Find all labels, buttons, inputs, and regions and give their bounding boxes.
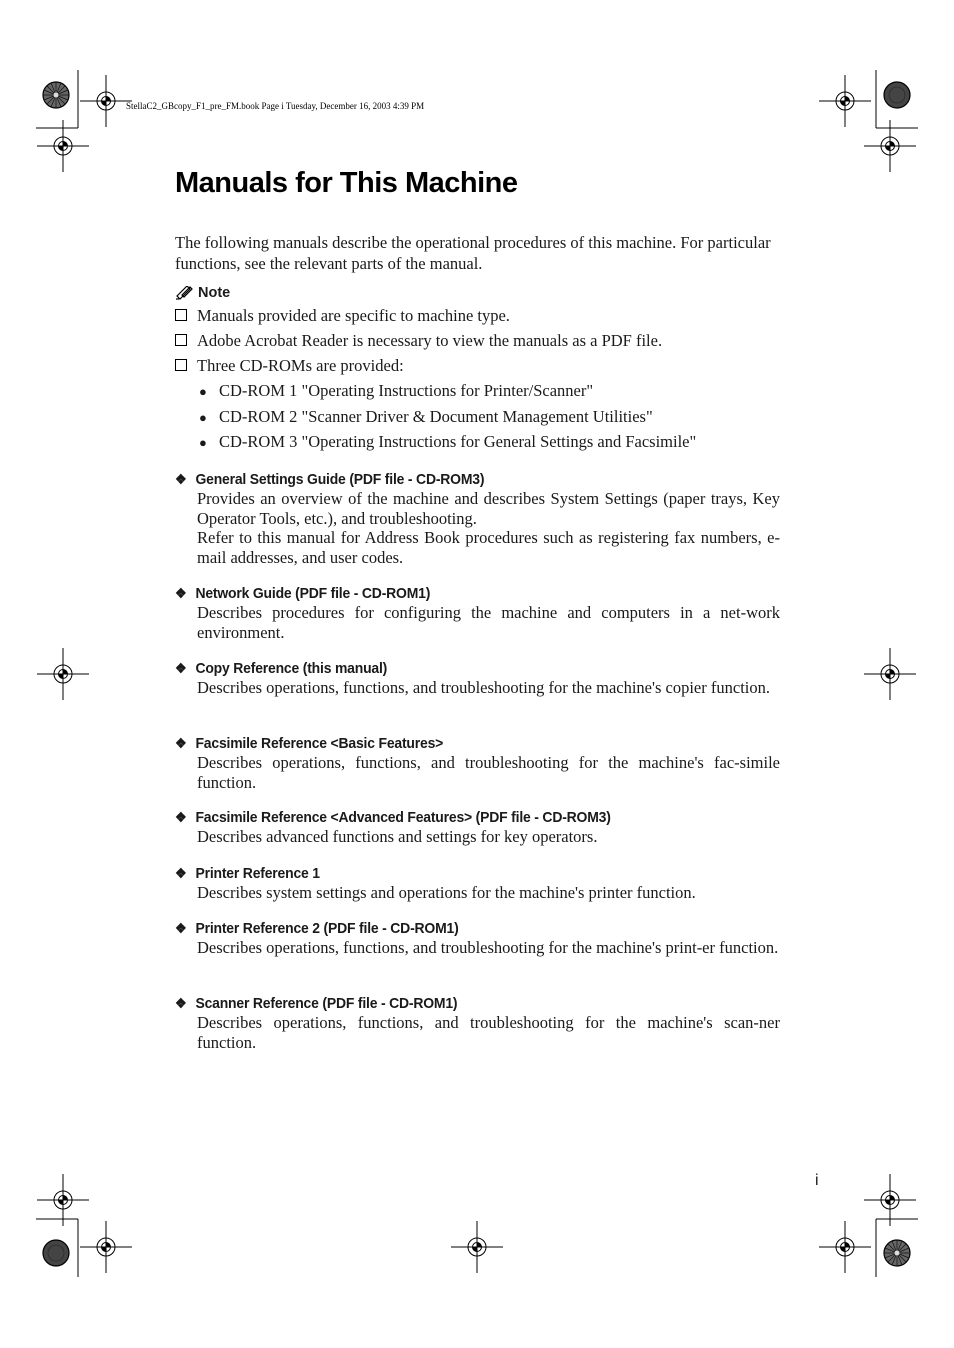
- manual-section: [175, 863, 780, 903]
- checkbox-icon: [175, 359, 187, 371]
- section-body: Describes system settings and operations for the machine's printer function.: [197, 883, 696, 902]
- note-heading: [175, 285, 230, 301]
- manual-section: [175, 807, 780, 847]
- note-item-text: Adobe Acrobat Reader is necessary to view the manuals as a PDF file.: [197, 331, 663, 350]
- pencil-icon: [175, 286, 193, 300]
- diamond-bullet-icon: ❖: [175, 734, 187, 751]
- section-body: Provides an overview of the machine and describes System Settings (paper trays, Key Operator Tools, etc.), and troubleshooting. Refer to this manual for Address Book procedures such as registering fax numbers, e-mail addresses, and user codes.: [197, 489, 780, 567]
- note-item-text: Three CD-ROMs are provided:: [197, 356, 404, 375]
- manual-section: [175, 583, 780, 642]
- cdrom-text: CD-ROM 3 "Operating Instructions for General Settings and Facsimile": [219, 432, 697, 451]
- note-item-text: Manuals provided are specific to machine type.: [197, 306, 510, 325]
- section-heading: ❖ Copy Reference (this manual): [175, 659, 388, 677]
- manual-section: [175, 733, 780, 792]
- page-number: i: [815, 1172, 819, 1189]
- section-body: Describes operations, functions, and troubleshooting for the machine's print-er function.: [197, 938, 779, 957]
- note-item: [175, 306, 785, 331]
- checkbox-icon: [175, 309, 187, 321]
- page-title: Manuals for This Machine: [175, 167, 518, 199]
- manual-section: [175, 469, 780, 567]
- manual-section: [175, 993, 780, 1052]
- file-header: StellaC2_GBcopy_F1_pre_FM.book Page i Tuesday, December 16, 2003 4:39 PM: [126, 101, 425, 111]
- bullet-icon: ●: [199, 409, 207, 425]
- section-heading: ❖ Facsimile Reference <Basic Features>: [175, 734, 444, 752]
- note-item: [175, 356, 785, 381]
- checkbox-icon: [175, 334, 187, 346]
- section-body: Describes operations, functions, and troubleshooting for the machine's copier function.: [197, 678, 770, 697]
- section-heading: ❖ Scanner Reference (PDF file - CD-ROM1): [175, 994, 458, 1012]
- section-body: Describes operations, functions, and troubleshooting for the machine's fac-simile function.: [197, 753, 780, 792]
- note-item: [175, 331, 785, 356]
- section-heading: ❖ Printer Reference 2 (PDF file - CD-ROM1): [175, 919, 459, 937]
- section-heading: ❖ Facsimile Reference <Advanced Features> (PDF file - CD-ROM3): [175, 808, 611, 826]
- bullet-icon: ●: [199, 435, 207, 450]
- cdrom-list: [199, 381, 785, 458]
- diamond-bullet-icon: ❖: [175, 584, 187, 601]
- diamond-bullet-icon: ❖: [175, 994, 187, 1011]
- section-body: Describes procedures for configuring the machine and computers in a net-work environment.: [197, 603, 780, 642]
- intro-paragraph: The following manuals describe the operational procedures of this machine. For particular functions, see the relevant parts of the manual.: [175, 233, 771, 273]
- diamond-bullet-icon: ❖: [175, 659, 187, 676]
- manual-section: [175, 658, 780, 698]
- diamond-bullet-icon: ❖: [175, 919, 187, 936]
- bullet-icon: ●: [199, 384, 207, 399]
- note-list: [175, 306, 785, 458]
- cdrom-item: [199, 381, 785, 407]
- cdrom-item: [199, 432, 785, 458]
- section-heading: ❖ General Settings Guide (PDF file - CD-ROM3): [175, 470, 485, 488]
- section-body: Describes operations, functions, and troubleshooting for the machine's scan-ner function.: [197, 1013, 780, 1052]
- note-label: Note: [198, 285, 231, 301]
- cdrom-item: [199, 407, 785, 433]
- cdrom-text: CD-ROM 1 "Operating Instructions for Printer/Scanner": [219, 381, 594, 400]
- section-heading: ❖ Printer Reference 1: [175, 864, 320, 882]
- diamond-bullet-icon: ❖: [175, 470, 187, 487]
- section-body: Describes advanced functions and settings for key operators.: [197, 827, 598, 846]
- cdrom-text: CD-ROM 2 "Scanner Driver & Document Management Utilities": [219, 406, 653, 426]
- section-heading: ❖ Network Guide (PDF file - CD-ROM1): [175, 584, 431, 602]
- manual-section: [175, 918, 780, 958]
- diamond-bullet-icon: ❖: [175, 864, 187, 881]
- diamond-bullet-icon: ❖: [175, 808, 187, 825]
